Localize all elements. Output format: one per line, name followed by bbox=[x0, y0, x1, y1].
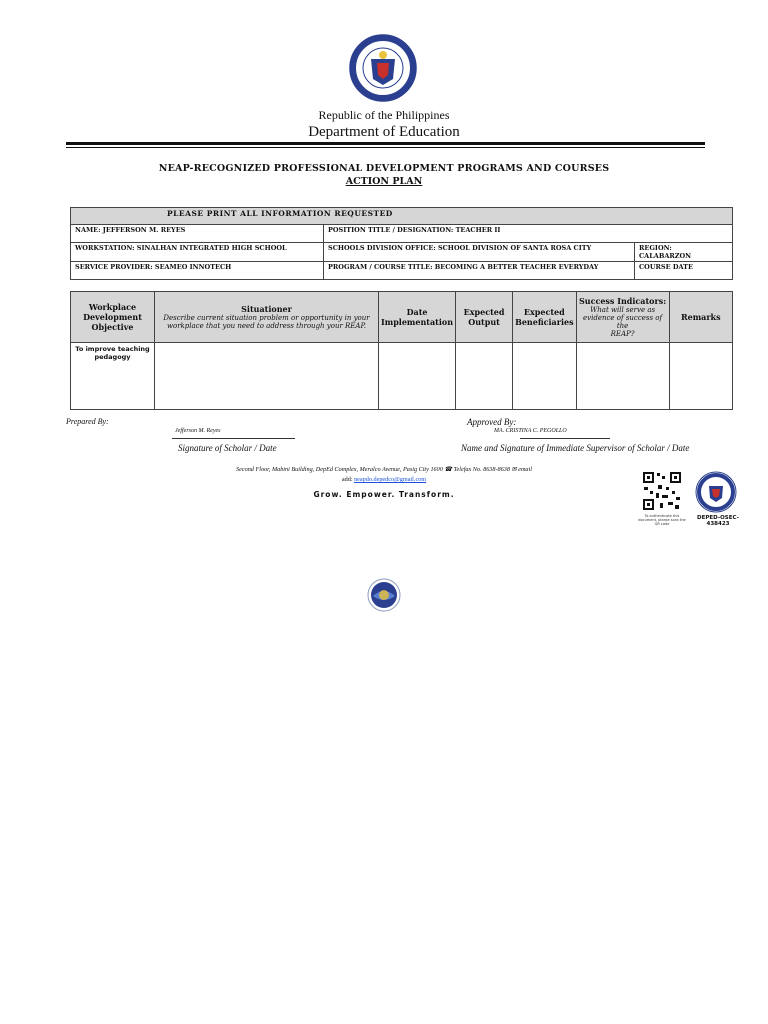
region-value: CALABARZON bbox=[639, 252, 692, 260]
situationer-cell bbox=[155, 343, 379, 410]
prepared-by-label: Prepared By: bbox=[66, 417, 109, 426]
info-instruction: PLEASE PRINT ALL INFORMATION REQUESTED bbox=[71, 208, 733, 225]
col-remarks: Remarks bbox=[669, 292, 732, 343]
email-link[interactable]: neapdo.depedco@gmail.com bbox=[354, 476, 427, 483]
position-field: POSITION TITLE / DESIGNATION: TEACHER II bbox=[324, 225, 733, 243]
globe-logo bbox=[367, 578, 401, 612]
name-field: NAME: JEFFERSON M. REYES bbox=[71, 225, 324, 243]
footer-address: Second Floor, Mabini Building, DepEd Complex, Meralco Avenue, Pasig City 1600 ☎ Telefax No. 8638-8638 ✉ email bbox=[236, 466, 532, 473]
output-cell bbox=[456, 343, 513, 410]
deped-seal-small-logo bbox=[694, 471, 738, 513]
prepared-name: Jefferson M. Reyes bbox=[175, 428, 221, 434]
col-output: Expected Output bbox=[456, 292, 513, 343]
qr-code-icon bbox=[642, 471, 682, 511]
approved-name: MA. CRISTINA C. PEGOLLO bbox=[494, 428, 567, 434]
col-success-desc: What will serve as evidence of success of the bbox=[583, 306, 663, 330]
col-date: Date Implementation bbox=[379, 292, 456, 343]
provider-field: SERVICE PROVIDER: SEAMEO INNOTECH bbox=[71, 262, 324, 280]
document-code: DEPED-OSEC-438423 bbox=[697, 515, 739, 527]
document-title: NEAP-RECOGNIZED PROFESSIONAL DEVELOPMENT PROGRAMS AND COURSES bbox=[158, 163, 610, 174]
objective-cell: To improve teaching pedagogy bbox=[71, 343, 155, 410]
prepared-caption: Signature of Scholar / Date bbox=[178, 443, 277, 453]
col-success bbox=[576, 292, 669, 343]
col-objective: Workplace Development Objective bbox=[71, 292, 155, 343]
header-rule bbox=[66, 142, 705, 145]
beneficiaries-cell bbox=[513, 343, 577, 410]
republic-heading: Republic of the Philippines bbox=[318, 108, 450, 122]
email-prefix: add: bbox=[341, 476, 355, 483]
col-situationer bbox=[155, 292, 379, 343]
region-field bbox=[635, 243, 733, 262]
document-subtitle: ACTION PLAN bbox=[345, 176, 423, 187]
approved-by-label: Approved By: bbox=[467, 417, 517, 427]
region-label: REGION: bbox=[639, 244, 672, 252]
date-cell bbox=[379, 343, 456, 410]
course-date-field: COURSE DATE bbox=[635, 262, 733, 280]
qr-note: To authenticate this document, please scan the QR code bbox=[638, 514, 686, 526]
col-beneficiaries: Expected Beneficiaries bbox=[513, 292, 577, 343]
col-success-desc2: REAP? bbox=[610, 330, 635, 338]
deped-seal-logo bbox=[343, 33, 423, 103]
col-success-title: Success Indicators: bbox=[578, 296, 667, 306]
success-cell bbox=[576, 343, 669, 410]
department-heading: Department of Education bbox=[308, 124, 460, 140]
header-rule-thin bbox=[66, 147, 705, 148]
division-field: SCHOOLS DIVISION OFFICE: SCHOOL DIVISION OF SANTA ROSA CITY bbox=[324, 243, 635, 262]
program-field: PROGRAM / COURSE TITLE: BECOMING A BETTER TEACHER EVERYDAY bbox=[324, 262, 635, 280]
table-row bbox=[71, 343, 733, 410]
approved-signature-line bbox=[520, 438, 610, 439]
approved-caption: Name and Signature of Immediate Supervisor of Scholar / Date bbox=[461, 443, 690, 453]
action-plan-table bbox=[70, 291, 733, 410]
prepared-signature-line bbox=[172, 438, 295, 439]
col-situationer-title: Situationer bbox=[241, 304, 292, 314]
slogan: Grow. Empower. Transform. bbox=[313, 490, 455, 499]
info-table bbox=[70, 207, 733, 280]
remarks-cell bbox=[669, 343, 732, 410]
workstation-field: WORKSTATION: SINALHAN INTEGRATED HIGH SCHOOL bbox=[71, 243, 324, 262]
col-situationer-desc: Describe current situation problem or opportunity in your workplace that you need to address through your REAP. bbox=[163, 314, 370, 330]
